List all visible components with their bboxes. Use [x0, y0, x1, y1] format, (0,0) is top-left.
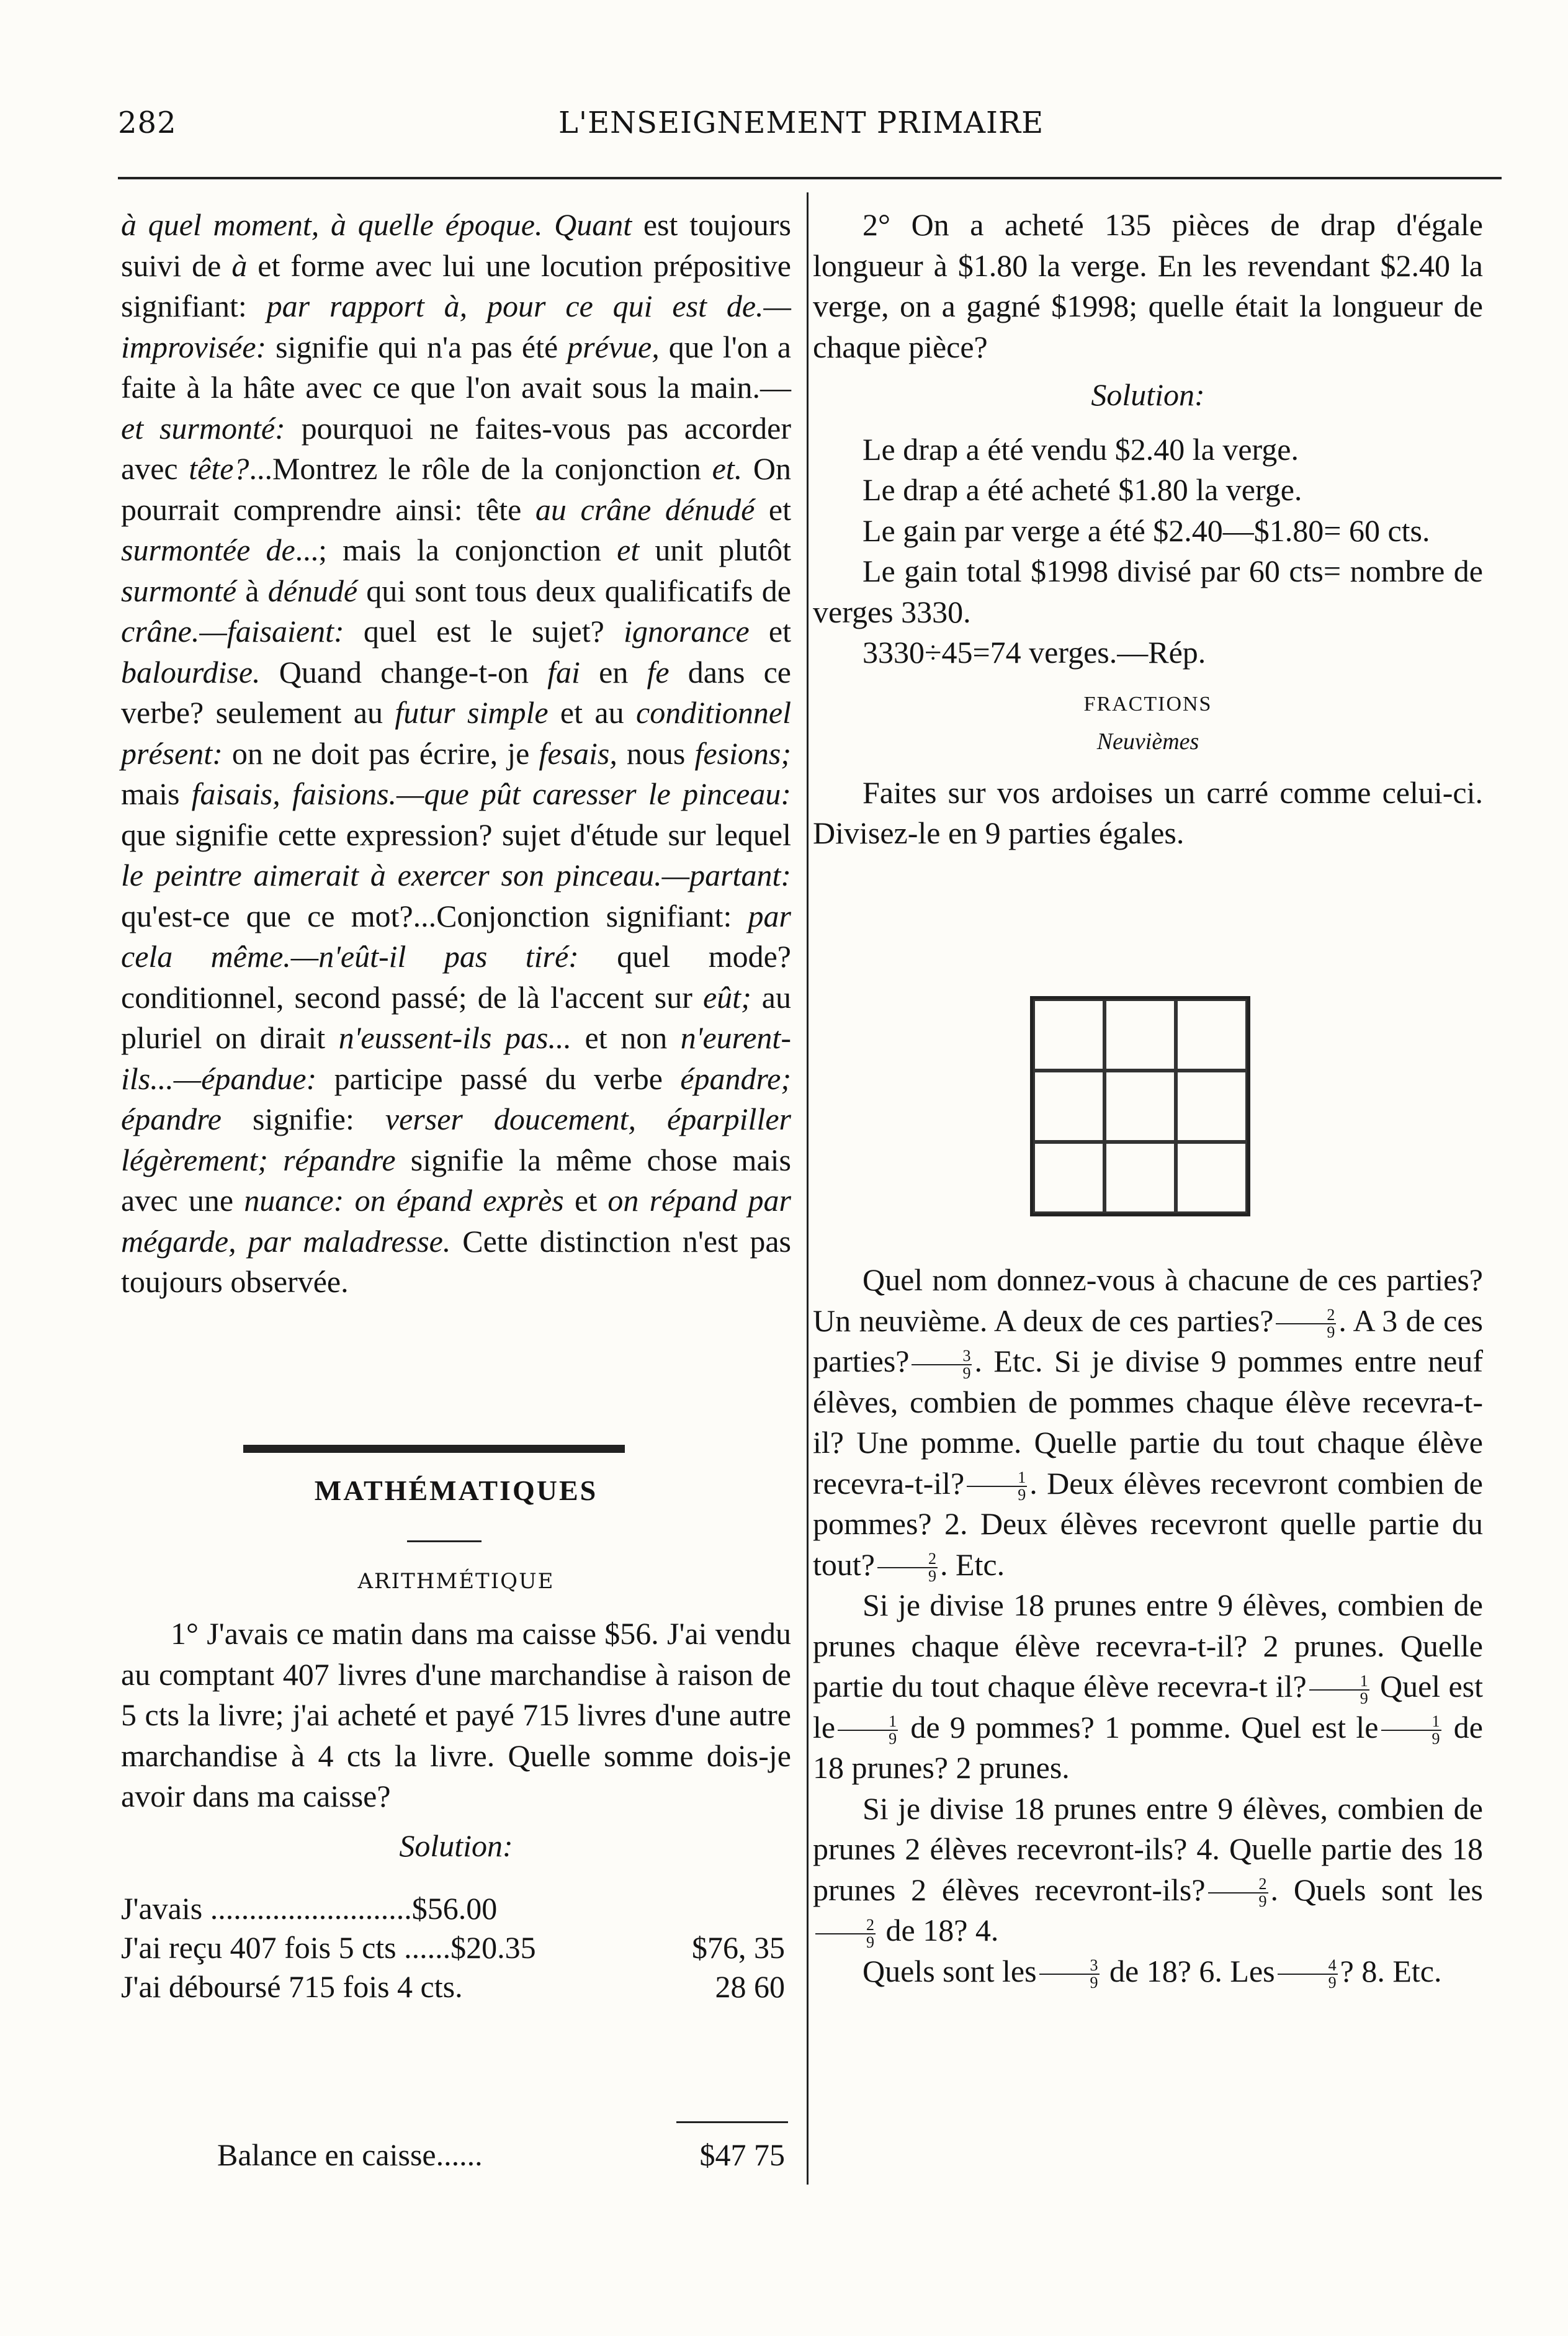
fraction: [1278, 1957, 1338, 1991]
text-run: dans ce verbe? seulement au: [121, 654, 791, 730]
numerator: 1: [967, 1470, 1027, 1487]
text-run: Si je divise 18 prunes entre 9 élèves, combien de prunes 2 élèves recevront-ils? 4. Quelle partie des 18 prunes 2 élèves recevront-ils?: [813, 1790, 1483, 1907]
text-run: . Deux élèves recevront combien de pommes? 2. Deux élèves recevront quelle partie du tout?: [813, 1465, 1483, 1582]
italic-run: à: [231, 248, 248, 283]
grid-cell: [1104, 1071, 1176, 1142]
text-run: ...; mais la conjonction: [295, 532, 617, 567]
denominator: 9: [1328, 1974, 1337, 1992]
italic-run: conditionnel présent:: [121, 695, 791, 771]
solution-2-lines: [813, 429, 1483, 673]
left-column: [121, 205, 791, 1303]
grid-cell: [1033, 1071, 1104, 1142]
text-run: qu'est-ce que ce mot?...Conjonction signifiant:: [121, 898, 748, 933]
italic-run: et: [617, 532, 640, 567]
text-run: Quel est le: [813, 1669, 1483, 1745]
running-title: L'ENSEIGNEMENT PRIMAIRE: [558, 106, 1044, 140]
ninths-title: Neuvièmes: [1096, 728, 1199, 755]
text-run: Quel nom donnez-vous à chacune de ces parties? Un neuvième. A deux de ces parties?: [813, 1262, 1483, 1338]
text-run: Quels sont les: [862, 1953, 1037, 1988]
grid-instructions: Faites sur vos ardoises un carré comme celui-ci. Divisez-le en 9 parties égales.: [813, 775, 1483, 850]
italic-run: nuance: on épand exprès: [244, 1183, 564, 1218]
text-run: Quand change-t-on: [260, 654, 548, 690]
italic-run: surmonté: [121, 573, 237, 608]
text-run: Si je divise 18 prunes entre 9 élèves, combien de prunes chaque élève recevra-t-il? 2 prunes. Quelle partie du tout chaque élève recevra-t il?: [813, 1588, 1483, 1704]
text-run: et: [563, 1183, 608, 1218]
account-total: 28 60: [715, 1969, 785, 2004]
solution-line: Le gain par verge a été $2.40—$1.80= 60 cts.: [862, 513, 1430, 548]
text-run: est toujours suivi de: [121, 207, 791, 283]
leader-dots: ..........................: [210, 1891, 412, 1926]
leader-dots: ......: [404, 1930, 451, 1965]
fractions-title: FRACTIONS: [1083, 692, 1212, 716]
denominator: 9: [962, 1363, 971, 1382]
text-run: et forme avec lui une locution prépositive signifiant:: [121, 248, 791, 323]
grid-cell: [1176, 1142, 1247, 1213]
italic-run: n'eussent-ils pas...: [338, 1020, 571, 1055]
numerator: 2: [815, 1917, 876, 1934]
denominator: 9: [1258, 1892, 1267, 1911]
fraction: [1208, 1876, 1268, 1910]
text-run: au pluriel on dirait: [121, 979, 791, 1055]
italic-run: et surmonté:: [121, 410, 285, 446]
denominator: 9: [1360, 1689, 1368, 1707]
text-run: de 18? 6. Les: [1101, 1953, 1275, 1988]
text-run: pourquoi ne faites-vous pas accorder avec: [121, 410, 792, 486]
balance-total: $47 75: [699, 2137, 785, 2172]
paragraph-ninths-2: [813, 1585, 1483, 1789]
italic-run: au crâne dénudé: [535, 492, 755, 527]
denominator: 9: [1018, 1486, 1026, 1504]
italic-run: crâne.—faisaient:: [121, 614, 344, 649]
text-run: et au: [548, 695, 637, 730]
fraction: [1309, 1673, 1369, 1707]
text-run: qui sont tous deux qualificatifs de: [357, 573, 791, 608]
italic-run: prévue,: [567, 329, 660, 364]
numerator: 2: [877, 1551, 938, 1568]
fraction: [912, 1348, 972, 1381]
italic-run: le peintre aimerait à exercer son pinceau.—partant:: [121, 858, 791, 892]
text-run: ? 8. Etc.: [1340, 1953, 1442, 1988]
paragraph-ninths-1: [813, 1260, 1483, 1585]
text-run: à: [236, 573, 268, 608]
text-run: de 9 pommes? 1 pomme. Quel est le: [900, 1709, 1379, 1745]
italic-run: on répand par mégarde, par maladresse.: [121, 1183, 791, 1259]
solution-label-2: Solution:: [1091, 377, 1205, 412]
subsection-title: ARITHMÉTIQUE: [357, 1569, 555, 1594]
text-run: . Etc.: [939, 1547, 1005, 1582]
text-run: de 18 prunes? 2 prunes.: [813, 1709, 1483, 1785]
text-run: signifie qui n'a pas été: [266, 329, 568, 364]
text-run: signifie:: [222, 1102, 385, 1136]
account-total: $76, 35: [692, 1930, 785, 1965]
fraction: [815, 1917, 876, 1951]
solution-label-1: Solution:: [399, 1828, 513, 1863]
numerator: 3: [912, 1348, 972, 1365]
numerator: 1: [1309, 1673, 1369, 1691]
grid-cell: [1104, 999, 1176, 1071]
numerator: 3: [1039, 1957, 1100, 1975]
numerator: 2: [1276, 1307, 1336, 1324]
account-label: J'ai déboursé 715 fois 4 cts.: [121, 1969, 463, 2004]
account-label: J'ai reçu 407 fois 5 cts ......$20.35: [121, 1930, 536, 1965]
denominator: 9: [866, 1933, 874, 1951]
text-run: et non: [571, 1020, 681, 1055]
text-run: et: [755, 492, 791, 527]
text-run: unit plutôt: [639, 532, 792, 567]
italic-run: verser doucement, éparpiller légèrement; répandre: [121, 1102, 791, 1177]
fraction: [877, 1551, 938, 1584]
italic-run: fai: [547, 654, 580, 690]
text-run: que signifie cette expression? sujet d'étude sur lequel: [121, 817, 791, 852]
account-amount: $20.35: [450, 1930, 536, 1965]
numerator: 2: [1208, 1876, 1268, 1894]
italic-run: fe: [647, 654, 670, 690]
grammar-notes: [121, 205, 791, 1303]
account-amount: $56.00: [411, 1891, 498, 1926]
denominator: 9: [928, 1567, 936, 1586]
paragraph-ninths-3: [813, 1789, 1483, 1951]
account-label: J'avais ..........................$56.00: [121, 1891, 498, 1926]
italic-run: eût;: [702, 979, 751, 1015]
text-run: . A 3 de ces parties?: [813, 1303, 1483, 1378]
text-run: nous: [617, 735, 695, 771]
header-rule: [118, 177, 1502, 179]
fraction: [967, 1470, 1027, 1503]
section-title-rule: [407, 1540, 482, 1542]
account-line: [121, 1928, 791, 1967]
column-divider: [807, 192, 809, 2185]
text-run: On pourrait comprendre ainsi: tête: [121, 451, 791, 527]
account-line: [121, 1967, 791, 2006]
balance-rule: [676, 2121, 788, 2123]
italic-run: par rapport à, pour ce qui est de.—improvisée:: [121, 289, 791, 364]
italic-run: épandre; épandre: [121, 1061, 791, 1136]
italic-run: dénudé: [267, 573, 358, 608]
italic-run: n'eurent-ils...—épandue:: [121, 1020, 791, 1096]
denominator: 9: [1431, 1730, 1440, 1748]
denominator: 9: [889, 1730, 897, 1748]
solution-line: 3330÷45=74 verges.—Rép.: [862, 635, 1206, 670]
italic-run: fesions;: [694, 735, 791, 771]
text-run: . Etc. Si je divise 9 pommes entre neuf élèves, combien de pommes chaque élève recevra-t-il? Une pomme. Quelle partie du tout chaque élève recevra-t-il?: [813, 1344, 1483, 1501]
text-run: de 18? 4.: [878, 1913, 999, 1947]
numerator: 4: [1278, 1957, 1338, 1975]
grid-cell: [1033, 999, 1104, 1071]
text-run: Cette distinction n'est pas toujours observée.: [121, 1223, 791, 1299]
solution-line: Le gain total $1998 divisé par 60 cts= nombre de verges 3330.: [813, 554, 1483, 629]
text-run: que l'on a faite à la hâte avec ce que l'on avait sous la main.—: [121, 329, 791, 405]
italic-run: faisais, faisions.—que pût caresser le pinceau:: [191, 776, 791, 811]
text-run: participe passé du verbe: [316, 1061, 681, 1096]
italic-run: tête?: [189, 451, 249, 486]
text-run: signifie la même chose mais avec une: [121, 1142, 791, 1218]
numerator: 1: [1381, 1714, 1441, 1731]
solution-line: Le drap a été acheté $1.80 la verge.: [862, 472, 1302, 507]
problem-2: 2° On a acheté 135 pièces de drap d'égale longueur à $1.80 la verge. En les revendant $2.40 la verge, on a gagné $1998; quelle était la longueur de chaque pièce?: [813, 207, 1483, 364]
right-column: [813, 205, 1483, 854]
fractions-text: [813, 1260, 1483, 1992]
numerator: 1: [838, 1714, 898, 1731]
italic-run: par cela même.—n'eût-il pas tiré:: [121, 898, 791, 974]
italic-run: Quant: [554, 207, 632, 242]
account-lines: [121, 1889, 791, 2006]
balance-label: Balance en caisse......: [217, 2137, 483, 2172]
grid-cell: [1104, 1142, 1176, 1213]
problem-1-block: [121, 1614, 791, 2006]
denominator: 9: [1090, 1974, 1098, 1992]
nine-part-square-figure: [1030, 996, 1250, 1216]
text-run: on ne doit pas écrire, je: [222, 735, 539, 771]
paragraph-ninths-4: [813, 1951, 1483, 1992]
page-number: 282: [118, 106, 177, 140]
account-line: [121, 1889, 791, 1928]
text-run: [542, 207, 554, 242]
balance-block: [121, 2135, 791, 2174]
italic-run: balourdise.: [121, 654, 261, 690]
grid-cell: [1176, 1071, 1247, 1142]
text-run: quel mode? conditionnel, second passé; de là l'accent sur: [121, 939, 791, 1015]
text-run: et: [749, 614, 791, 649]
italic-run: et.: [712, 451, 743, 486]
fraction: [1381, 1714, 1441, 1747]
grid-cell: [1033, 1142, 1104, 1213]
solution-line: Le drap a été vendu $2.40 la verge.: [862, 431, 1299, 467]
text-run: . Quels sont les: [1270, 1872, 1483, 1907]
fraction: [1039, 1957, 1100, 1991]
italic-run: surmontée de: [121, 532, 295, 567]
fraction: [838, 1714, 898, 1747]
denominator: 9: [1327, 1323, 1335, 1342]
italic-run: ignorance: [623, 614, 750, 649]
fraction: [1276, 1307, 1336, 1341]
italic-run: futur simple: [395, 695, 549, 730]
text-run: mais: [121, 776, 192, 811]
section-title: MATHÉMATIQUES: [314, 1475, 598, 1506]
problem-1: 1° J'avais ce matin dans ma caisse $56. J'ai vendu au comptant 407 livres d'une marchandise à raison de 5 cts la livre; j'ai acheté et payé 715 livres d'une autre marchandise à 4 cts la livre. Quelle somme dois-je avoir dans ma caisse?: [121, 1616, 791, 1813]
italic-run: fesais,: [539, 735, 617, 771]
grid-cell: [1176, 999, 1247, 1071]
text-run: en: [580, 654, 647, 690]
section-ornament-rule: [243, 1445, 625, 1453]
italic-run: à quel moment, à quelle époque.: [121, 207, 543, 242]
text-run: quel est le sujet?: [344, 614, 624, 649]
text-run: ...Montrez le rôle de la conjonction: [249, 451, 712, 486]
